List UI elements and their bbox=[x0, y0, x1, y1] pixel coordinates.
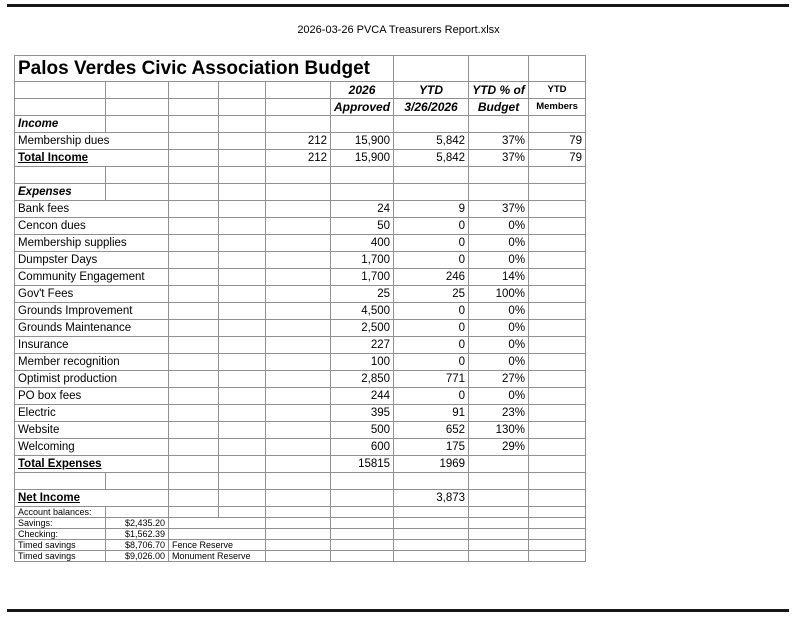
table-row bbox=[15, 439, 586, 456]
account-amount: $9,026.00 bbox=[106, 551, 169, 562]
cell-ytd-pct: 27% bbox=[469, 371, 529, 388]
empty-cell bbox=[169, 371, 219, 388]
empty-cell bbox=[469, 507, 529, 518]
empty-cell bbox=[529, 529, 586, 540]
col-header-ytd-pct: YTD % of bbox=[469, 82, 529, 99]
col-header-members: YTD bbox=[529, 82, 586, 99]
empty-cell bbox=[169, 337, 219, 354]
account-note: Fence Reserve bbox=[169, 540, 266, 551]
cell-approved: 2,500 bbox=[331, 320, 394, 337]
cell-ytd: 0 bbox=[394, 320, 469, 337]
cell-approved: 244 bbox=[331, 388, 394, 405]
cell-approved: 400 bbox=[331, 235, 394, 252]
cell-count: 212 bbox=[266, 133, 331, 150]
empty-cell bbox=[469, 529, 529, 540]
cell-approved: 1,700 bbox=[331, 252, 394, 269]
row-label: Total Expenses bbox=[15, 456, 169, 473]
empty-cell bbox=[529, 540, 586, 551]
empty-cell bbox=[219, 150, 266, 167]
empty-cell bbox=[219, 388, 266, 405]
account-label: Checking: bbox=[15, 529, 106, 540]
table-row bbox=[15, 252, 586, 269]
empty-cell bbox=[169, 269, 219, 286]
empty-cell bbox=[169, 184, 219, 201]
empty-cell bbox=[169, 405, 219, 422]
col-header-ytd: 3/26/2026 bbox=[394, 99, 469, 116]
empty-cell bbox=[106, 167, 169, 184]
empty-cell bbox=[266, 99, 331, 116]
cell-ytd-pct: 0% bbox=[469, 303, 529, 320]
budget-title: Palos Verdes Civic Association Budget bbox=[15, 56, 394, 82]
account-balances-header-row bbox=[15, 507, 586, 518]
empty-cell bbox=[15, 82, 106, 99]
empty-cell bbox=[394, 167, 469, 184]
blank-row bbox=[15, 473, 586, 490]
empty-cell bbox=[529, 56, 586, 82]
cell-members bbox=[529, 456, 586, 473]
cell-count: 212 bbox=[266, 150, 331, 167]
empty-cell bbox=[529, 473, 586, 490]
table-row bbox=[15, 354, 586, 371]
empty-cell bbox=[219, 303, 266, 320]
empty-cell bbox=[394, 116, 469, 133]
empty-cell bbox=[169, 82, 219, 99]
account-row bbox=[15, 518, 586, 529]
cell-approved: 100 bbox=[331, 354, 394, 371]
row-label: Membership dues bbox=[15, 133, 169, 150]
account-amount: $8,706.70 bbox=[106, 540, 169, 551]
cell-ytd-pct: 0% bbox=[469, 320, 529, 337]
cell-members bbox=[529, 439, 586, 456]
cell-ytd: 3,873 bbox=[394, 490, 469, 507]
empty-cell bbox=[266, 184, 331, 201]
row-label: Optimist production bbox=[15, 371, 169, 388]
empty-cell bbox=[469, 184, 529, 201]
empty-cell bbox=[331, 167, 394, 184]
empty-cell bbox=[394, 56, 469, 82]
empty-cell bbox=[219, 82, 266, 99]
empty-cell bbox=[331, 540, 394, 551]
empty-cell bbox=[394, 529, 469, 540]
empty-cell bbox=[266, 82, 331, 99]
row-label: Insurance bbox=[15, 337, 169, 354]
empty-cell bbox=[469, 540, 529, 551]
empty-cell bbox=[394, 184, 469, 201]
cell-approved: 15,900 bbox=[331, 150, 394, 167]
table-row bbox=[15, 133, 586, 150]
empty-cell bbox=[169, 422, 219, 439]
cell-count bbox=[266, 320, 331, 337]
col-header-ytd: YTD bbox=[394, 82, 469, 99]
table-row bbox=[15, 422, 586, 439]
empty-cell bbox=[331, 116, 394, 133]
cell-count bbox=[266, 371, 331, 388]
empty-cell bbox=[394, 551, 469, 562]
cell-approved: 600 bbox=[331, 439, 394, 456]
empty-cell bbox=[266, 529, 331, 540]
cell-approved: 24 bbox=[331, 201, 394, 218]
title-row bbox=[15, 56, 586, 82]
empty-cell bbox=[529, 167, 586, 184]
table-row bbox=[15, 286, 586, 303]
empty-cell bbox=[169, 388, 219, 405]
cell-count bbox=[266, 286, 331, 303]
cell-count bbox=[266, 456, 331, 473]
empty-cell bbox=[169, 473, 219, 490]
empty-cell bbox=[219, 133, 266, 150]
row-label: Member recognition bbox=[15, 354, 169, 371]
section-label: Income bbox=[15, 116, 106, 133]
page-bottom-border bbox=[7, 609, 789, 612]
cell-ytd: 0 bbox=[394, 303, 469, 320]
empty-cell bbox=[106, 116, 169, 133]
cell-ytd: 5,842 bbox=[394, 150, 469, 167]
cell-count bbox=[266, 388, 331, 405]
account-label: Savings: bbox=[15, 518, 106, 529]
account-note bbox=[169, 518, 266, 529]
empty-cell bbox=[15, 473, 106, 490]
cell-ytd-pct: 130% bbox=[469, 422, 529, 439]
cell-members bbox=[529, 371, 586, 388]
col-header-approved: Approved bbox=[331, 99, 394, 116]
empty-cell bbox=[331, 473, 394, 490]
empty-cell bbox=[394, 540, 469, 551]
empty-cell bbox=[169, 252, 219, 269]
cell-members: 79 bbox=[529, 150, 586, 167]
cell-ytd: 0 bbox=[394, 252, 469, 269]
cell-approved: 500 bbox=[331, 422, 394, 439]
empty-cell bbox=[469, 56, 529, 82]
empty-cell bbox=[529, 507, 586, 518]
cell-ytd: 175 bbox=[394, 439, 469, 456]
account-note bbox=[169, 529, 266, 540]
empty-cell bbox=[219, 422, 266, 439]
cell-approved: 15815 bbox=[331, 456, 394, 473]
empty-cell bbox=[169, 354, 219, 371]
empty-cell bbox=[331, 551, 394, 562]
row-label: Website bbox=[15, 422, 169, 439]
account-note: Monument Reserve bbox=[169, 551, 266, 562]
empty-cell bbox=[15, 167, 106, 184]
empty-cell bbox=[169, 167, 219, 184]
empty-cell bbox=[469, 167, 529, 184]
row-label: Grounds Improvement bbox=[15, 303, 169, 320]
cell-approved: 2,850 bbox=[331, 371, 394, 388]
cell-count bbox=[266, 303, 331, 320]
cell-ytd-pct: 37% bbox=[469, 133, 529, 150]
empty-cell bbox=[219, 99, 266, 116]
table-row bbox=[15, 320, 586, 337]
empty-cell bbox=[106, 99, 169, 116]
empty-cell bbox=[469, 551, 529, 562]
table-row bbox=[15, 303, 586, 320]
cell-members bbox=[529, 354, 586, 371]
header-row-2 bbox=[15, 99, 586, 116]
account-row bbox=[15, 540, 586, 551]
cell-ytd-pct: 14% bbox=[469, 269, 529, 286]
table-row bbox=[15, 150, 586, 167]
empty-cell bbox=[219, 473, 266, 490]
empty-cell bbox=[219, 116, 266, 133]
cell-count bbox=[266, 405, 331, 422]
account-balances-header: Account balances: bbox=[15, 507, 106, 518]
cell-approved: 25 bbox=[331, 286, 394, 303]
account-amount: $2,435.20 bbox=[106, 518, 169, 529]
cell-ytd-pct: 100% bbox=[469, 286, 529, 303]
cell-ytd: 5,842 bbox=[394, 133, 469, 150]
empty-cell bbox=[169, 201, 219, 218]
empty-cell bbox=[331, 184, 394, 201]
empty-cell bbox=[394, 473, 469, 490]
empty-cell bbox=[219, 269, 266, 286]
row-label: Dumpster Days bbox=[15, 252, 169, 269]
cell-members bbox=[529, 252, 586, 269]
cell-approved: 50 bbox=[331, 218, 394, 235]
empty-cell bbox=[169, 490, 219, 507]
empty-cell bbox=[529, 551, 586, 562]
cell-ytd-pct: 0% bbox=[469, 218, 529, 235]
empty-cell bbox=[219, 218, 266, 235]
empty-cell bbox=[219, 405, 266, 422]
row-label: Welcoming bbox=[15, 439, 169, 456]
cell-ytd: 91 bbox=[394, 405, 469, 422]
empty-cell bbox=[219, 490, 266, 507]
table-row bbox=[15, 269, 586, 286]
cell-members bbox=[529, 218, 586, 235]
cell-ytd: 0 bbox=[394, 388, 469, 405]
empty-cell bbox=[169, 218, 219, 235]
cell-members bbox=[529, 235, 586, 252]
table-row bbox=[15, 371, 586, 388]
document-filename: 2026-03-26 PVCA Treasurers Report.xlsx bbox=[297, 24, 500, 36]
empty-cell bbox=[266, 473, 331, 490]
empty-cell bbox=[266, 116, 331, 133]
empty-cell bbox=[15, 99, 106, 116]
empty-cell bbox=[219, 456, 266, 473]
row-label: PO box fees bbox=[15, 388, 169, 405]
cell-approved bbox=[331, 490, 394, 507]
empty-cell bbox=[469, 473, 529, 490]
cell-ytd-pct: 0% bbox=[469, 252, 529, 269]
cell-ytd-pct: 0% bbox=[469, 337, 529, 354]
empty-cell bbox=[169, 150, 219, 167]
table-row bbox=[15, 337, 586, 354]
col-header-ytd-pct: Budget bbox=[469, 99, 529, 116]
empty-cell bbox=[169, 99, 219, 116]
cell-ytd-pct: 0% bbox=[469, 354, 529, 371]
empty-cell bbox=[266, 167, 331, 184]
cell-ytd-pct: 0% bbox=[469, 235, 529, 252]
cell-members bbox=[529, 286, 586, 303]
empty-cell bbox=[266, 540, 331, 551]
empty-cell bbox=[266, 507, 331, 518]
cell-members: 79 bbox=[529, 133, 586, 150]
empty-cell bbox=[219, 337, 266, 354]
row-label: Grounds Maintenance bbox=[15, 320, 169, 337]
cell-members bbox=[529, 201, 586, 218]
empty-cell bbox=[219, 286, 266, 303]
empty-cell bbox=[219, 354, 266, 371]
cell-count bbox=[266, 337, 331, 354]
cell-count bbox=[266, 490, 331, 507]
empty-cell bbox=[106, 82, 169, 99]
cell-ytd: 771 bbox=[394, 371, 469, 388]
cell-members bbox=[529, 490, 586, 507]
cell-approved: 1,700 bbox=[331, 269, 394, 286]
empty-cell bbox=[169, 286, 219, 303]
row-label: Gov't Fees bbox=[15, 286, 169, 303]
table-row bbox=[15, 201, 586, 218]
empty-cell bbox=[219, 507, 266, 518]
empty-cell bbox=[169, 456, 219, 473]
row-label: Membership supplies bbox=[15, 235, 169, 252]
cell-count bbox=[266, 252, 331, 269]
account-row bbox=[15, 551, 586, 562]
table-row bbox=[15, 405, 586, 422]
row-label: Cencon dues bbox=[15, 218, 169, 235]
table-row bbox=[15, 184, 586, 201]
budget-table bbox=[14, 55, 586, 562]
empty-cell bbox=[219, 371, 266, 388]
cell-count bbox=[266, 235, 331, 252]
cell-ytd-pct: 29% bbox=[469, 439, 529, 456]
cell-approved: 227 bbox=[331, 337, 394, 354]
row-label: Net Income bbox=[15, 490, 169, 507]
cell-count bbox=[266, 201, 331, 218]
empty-cell bbox=[529, 116, 586, 133]
empty-cell bbox=[394, 518, 469, 529]
empty-cell bbox=[469, 116, 529, 133]
empty-cell bbox=[331, 529, 394, 540]
empty-cell bbox=[169, 116, 219, 133]
cell-ytd: 1969 bbox=[394, 456, 469, 473]
empty-cell bbox=[219, 235, 266, 252]
cell-members bbox=[529, 337, 586, 354]
cell-ytd: 25 bbox=[394, 286, 469, 303]
cell-ytd: 9 bbox=[394, 201, 469, 218]
cell-ytd-pct bbox=[469, 456, 529, 473]
cell-ytd-pct: 37% bbox=[469, 201, 529, 218]
cell-members bbox=[529, 320, 586, 337]
cell-ytd: 0 bbox=[394, 337, 469, 354]
empty-cell bbox=[219, 439, 266, 456]
empty-cell bbox=[331, 518, 394, 529]
cell-count bbox=[266, 422, 331, 439]
empty-cell bbox=[219, 252, 266, 269]
empty-cell bbox=[219, 201, 266, 218]
empty-cell bbox=[169, 320, 219, 337]
cell-count bbox=[266, 218, 331, 235]
cell-ytd: 0 bbox=[394, 218, 469, 235]
empty-cell bbox=[169, 439, 219, 456]
empty-cell bbox=[529, 184, 586, 201]
table-row bbox=[15, 388, 586, 405]
row-label: Electric bbox=[15, 405, 169, 422]
empty-cell bbox=[106, 507, 169, 518]
empty-cell bbox=[219, 184, 266, 201]
account-label: Timed savings bbox=[15, 540, 106, 551]
empty-cell bbox=[219, 320, 266, 337]
account-amount: $1,562.39 bbox=[106, 529, 169, 540]
col-header-approved: 2026 bbox=[331, 82, 394, 99]
section-label: Expenses bbox=[15, 184, 106, 201]
cell-ytd: 0 bbox=[394, 235, 469, 252]
empty-cell bbox=[469, 518, 529, 529]
cell-count bbox=[266, 354, 331, 371]
row-label: Community Engagement bbox=[15, 269, 169, 286]
empty-cell bbox=[169, 507, 219, 518]
col-header-members: Members bbox=[529, 99, 586, 116]
cell-count bbox=[266, 269, 331, 286]
blank-row bbox=[15, 167, 586, 184]
account-label: Timed savings bbox=[15, 551, 106, 562]
table-row bbox=[15, 490, 586, 507]
account-row bbox=[15, 529, 586, 540]
cell-members bbox=[529, 422, 586, 439]
cell-members bbox=[529, 269, 586, 286]
empty-cell bbox=[529, 518, 586, 529]
cell-members bbox=[529, 405, 586, 422]
cell-members bbox=[529, 303, 586, 320]
page-top-border bbox=[7, 4, 789, 7]
cell-ytd-pct bbox=[469, 490, 529, 507]
cell-approved: 395 bbox=[331, 405, 394, 422]
cell-count bbox=[266, 439, 331, 456]
cell-ytd-pct: 0% bbox=[469, 388, 529, 405]
empty-cell bbox=[331, 507, 394, 518]
empty-cell bbox=[169, 133, 219, 150]
empty-cell bbox=[394, 507, 469, 518]
header-row-1 bbox=[15, 82, 586, 99]
empty-cell bbox=[106, 184, 169, 201]
cell-ytd: 246 bbox=[394, 269, 469, 286]
empty-cell bbox=[106, 473, 169, 490]
cell-ytd: 652 bbox=[394, 422, 469, 439]
row-label: Bank fees bbox=[15, 201, 169, 218]
empty-cell bbox=[266, 518, 331, 529]
empty-cell bbox=[169, 303, 219, 320]
cell-approved: 15,900 bbox=[331, 133, 394, 150]
cell-ytd: 0 bbox=[394, 354, 469, 371]
table-row bbox=[15, 235, 586, 252]
empty-cell bbox=[169, 235, 219, 252]
empty-cell bbox=[219, 167, 266, 184]
cell-ytd-pct: 23% bbox=[469, 405, 529, 422]
cell-approved: 4,500 bbox=[331, 303, 394, 320]
cell-ytd-pct: 37% bbox=[469, 150, 529, 167]
table-row bbox=[15, 456, 586, 473]
empty-cell bbox=[266, 551, 331, 562]
row-label: Total Income bbox=[15, 150, 169, 167]
cell-members bbox=[529, 388, 586, 405]
table-row bbox=[15, 218, 586, 235]
table-row bbox=[15, 116, 586, 133]
